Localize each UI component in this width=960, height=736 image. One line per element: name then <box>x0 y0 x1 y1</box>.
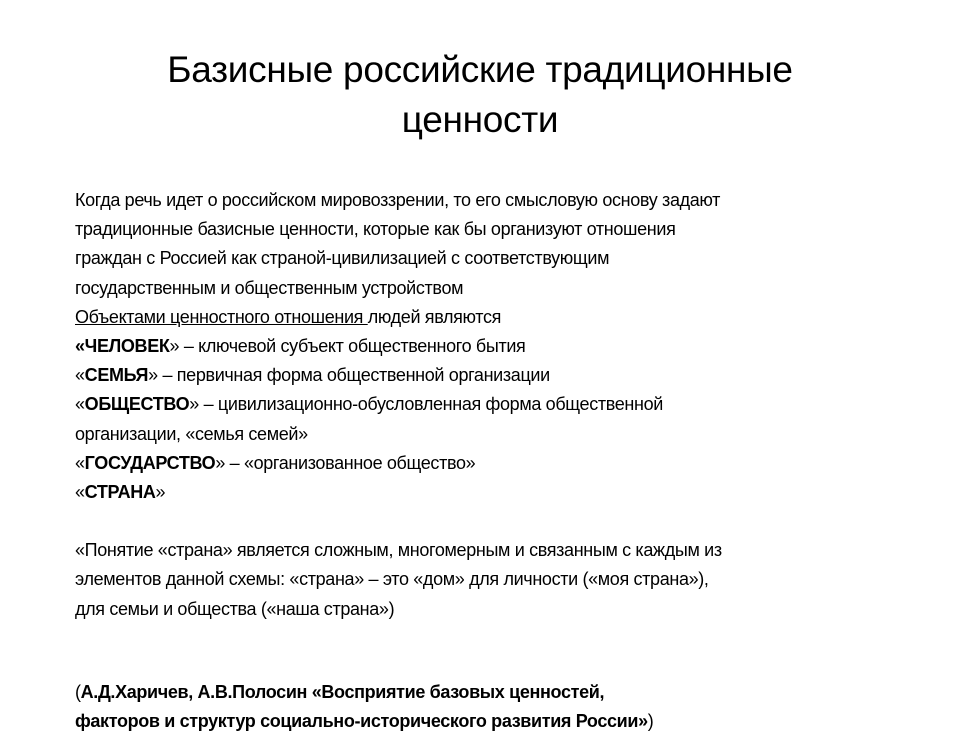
quote-line: «Понятие «страна» является сложным, многомерным и связанным с каждым из <box>75 540 722 561</box>
intro-line: традиционные базисные ценности, которые как бы организуют отношения <box>75 219 676 240</box>
spacer <box>75 653 722 678</box>
intro-line: граждан с Россией как страной-цивилизацией с соответствующим <box>75 248 610 269</box>
citation-text: А.Д.Харичев, А.В.Полосин «Восприятие базовых ценностей, <box>80 682 605 702</box>
citation-line-1 <box>75 678 722 707</box>
value-desc: – первичная форма общественной организации <box>157 365 550 386</box>
intro-line: государственным и общественным устройством <box>75 277 464 298</box>
quote-line: для семьи и общества («наша страна») <box>75 598 395 619</box>
quote-open: « <box>75 394 85 415</box>
title-line-2: ценности <box>401 99 559 140</box>
objects-heading <box>75 303 722 332</box>
quote-line: элементов данной схемы: «страна» – это «дом» для личности («моя страна»), <box>75 569 709 590</box>
paren-open: ( <box>75 682 81 702</box>
value-desc: – «организованное общество» <box>224 452 476 473</box>
citation-text: факторов и структур социально-исторического развития России» <box>75 711 648 732</box>
value-item-country <box>75 478 722 507</box>
slide-title <box>0 45 960 145</box>
intro-line: Когда речь идет о российском мировоззрении, то его смысловую основу задают <box>75 190 721 210</box>
spacer <box>75 624 722 653</box>
quote-close: » <box>189 394 199 415</box>
quote-close: » <box>169 335 180 356</box>
slide-body <box>75 186 722 736</box>
value-term: ГОСУДАРСТВО <box>84 452 216 473</box>
value-desc: – цивилизационно-обусловленная форма общественной <box>198 394 663 415</box>
value-item-society-continued: организации, «семья семей» <box>75 423 308 444</box>
objects-heading-underlined: Объектами ценностного отношения <box>75 306 368 327</box>
quote-open: « <box>75 365 85 386</box>
citation-line-2 <box>75 707 722 736</box>
value-term: СЕМЬЯ <box>84 365 149 386</box>
spacer <box>75 507 722 536</box>
quote-open: « <box>75 452 85 473</box>
value-desc: – ключевой субъект общественного бытия <box>179 335 526 356</box>
quote-open: « <box>75 335 85 356</box>
value-item-state <box>75 449 722 478</box>
value-item-society <box>75 390 722 419</box>
objects-heading-rest: людей являются <box>367 306 502 327</box>
title-line-1: Базисные российские традиционные <box>167 49 793 90</box>
quote-close: » <box>148 365 158 386</box>
value-item-family <box>75 361 722 390</box>
paren-close: ) <box>647 711 654 732</box>
value-term: ОБЩЕСТВО <box>84 394 190 415</box>
value-term: ЧЕЛОВЕК <box>84 335 170 356</box>
value-term: СТРАНА <box>84 481 156 502</box>
quote-open: « <box>75 481 85 502</box>
quote-close: » <box>215 452 225 473</box>
value-item-person <box>75 332 722 361</box>
quote-close: » <box>155 481 166 502</box>
